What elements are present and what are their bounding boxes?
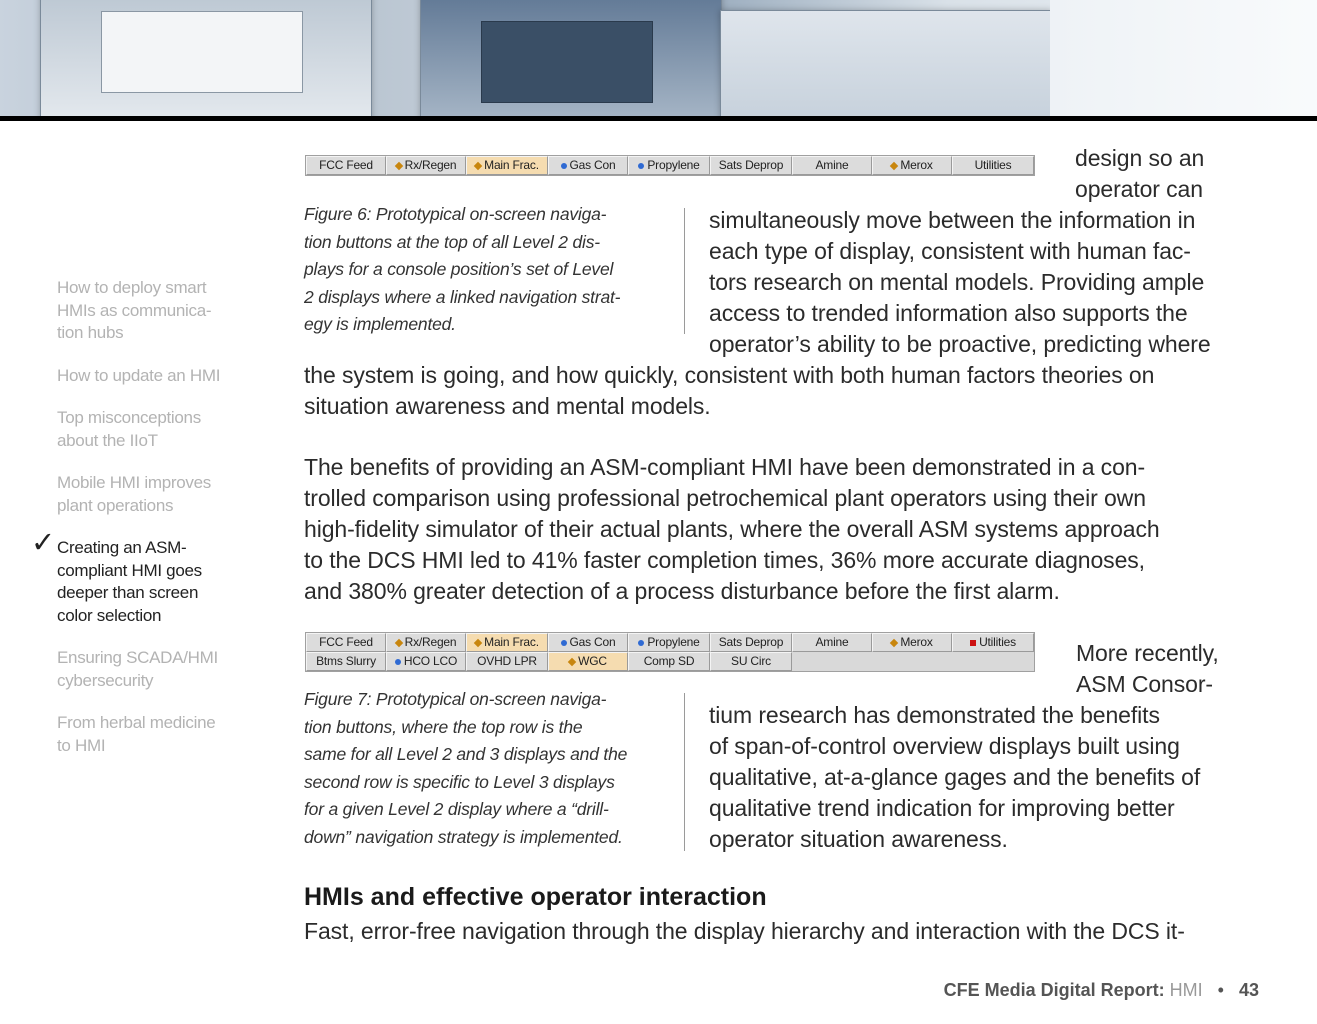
sidebar-item-line: tion hubs — [57, 323, 124, 342]
diamond-marker-icon — [890, 638, 898, 646]
sidebar-item-line: How to update an HMI — [57, 365, 221, 385]
circle-marker-icon — [638, 163, 644, 169]
fig6-btn-label: FCC Feed — [319, 158, 373, 172]
fig6-btn-label: Utilities — [974, 158, 1012, 172]
fig7-btn-label: Btms Slurry — [316, 654, 376, 668]
figure6-divider — [684, 208, 685, 334]
body-text-line: access to trended information also supports the — [709, 300, 1188, 326]
caption-line: egy is implemented. — [304, 314, 456, 335]
body-text-line: More recently, — [1076, 640, 1219, 666]
figure6-navigation-bar — [305, 155, 1035, 176]
body-text-line: Fast, error-free navigation through the display hierarchy and interaction with the DCS it- — [304, 918, 1185, 944]
section-heading: HMIs and effective operator interaction — [304, 883, 767, 911]
diamond-marker-icon — [394, 638, 402, 646]
body-text-line: each type of display, consistent with human fac- — [709, 238, 1191, 264]
sidebar-item-line: cybersecurity — [57, 670, 154, 690]
fig7-btn-comp-sd — [628, 652, 710, 671]
banner-screenshot-fade — [1050, 0, 1317, 116]
figure7-caption — [304, 686, 627, 852]
diamond-marker-icon — [394, 161, 402, 169]
figure6-caption — [304, 201, 620, 339]
fig7-btn-main-frac — [466, 633, 548, 652]
sidebar-item-line: Ensuring SCADA/HMI — [57, 648, 218, 667]
square-alarm-icon — [970, 640, 976, 646]
body-text-line: operator situation awareness. — [709, 826, 1008, 852]
sidebar-item-line: plant operations — [57, 495, 174, 515]
fig7-btn-label: Utilities — [979, 635, 1016, 649]
fig6-btn-label: Propylene — [647, 158, 700, 172]
sidebar-item-deploy-smart-hmis[interactable] — [57, 277, 237, 345]
fig7-btn-fcc-feed — [306, 633, 386, 652]
banner-display-area — [481, 21, 653, 103]
sidebar-item-line: Top misconceptions — [57, 408, 201, 427]
fig7-btn-label: Comp SD — [643, 654, 695, 668]
fig6-btn-fcc-feed — [306, 156, 386, 175]
figure7-row2 — [306, 652, 1034, 671]
fig6-btn-merox — [872, 156, 952, 175]
sidebar-item-line: From herbal medicine — [57, 713, 216, 732]
circle-marker-icon — [395, 659, 401, 665]
sidebar-item-mobile-hmi[interactable] — [57, 472, 237, 517]
fig6-btn-propylene — [628, 156, 710, 175]
fig7-btn-su-circ — [710, 652, 792, 671]
page-footer — [944, 980, 1259, 1001]
banner-screenshot-plot — [40, 0, 372, 116]
fig6-btn-label: Merox — [900, 158, 933, 172]
fig7-btn-gas-con — [548, 633, 628, 652]
sidebar-item-line: to HMI — [57, 735, 106, 755]
fig7-btn-rx-regen — [386, 633, 466, 652]
sidebar-item-update-hmi[interactable] — [57, 365, 237, 388]
sidebar-item-line: compliant HMI goes — [57, 560, 202, 580]
figure7-row1 — [306, 633, 1034, 652]
body-text-line: situation awareness and mental models. — [304, 393, 711, 419]
sidebar-item-line: deeper than screen — [57, 583, 199, 602]
body-text-line: trolled comparison using professional petrochemical plant operators using their own — [304, 485, 1146, 511]
fig6-btn-label: Main Frac. — [484, 158, 539, 172]
caption-line: down” navigation strategy is implemented. — [304, 826, 623, 847]
body-text-line: design so an — [1075, 145, 1205, 171]
fig6-btn-label: Sats Deprop — [718, 158, 784, 172]
diamond-marker-icon — [474, 161, 482, 169]
body-text-line: simultaneously move between the information in — [709, 207, 1196, 233]
circle-marker-icon — [638, 640, 644, 646]
caption-line: same for all Level 2 and 3 displays and the — [304, 744, 628, 765]
caption-line: Figure 6: Prototypical on-screen naviga- — [304, 204, 607, 224]
body-text-line: and 380% greater detection of a process disturbance before the first alarm. — [304, 578, 1060, 604]
fig6-btn-amine — [792, 156, 872, 175]
fig6-btn-gas-con — [548, 156, 628, 175]
body-text-line: high-fidelity simulator of their actual plants, where the overall ASM systems approach — [304, 516, 1160, 542]
fig6-btn-main-frac — [466, 156, 548, 175]
caption-line: 2 displays where a linked navigation strat- — [304, 286, 621, 307]
fig7-btn-propylene — [628, 633, 710, 652]
diamond-marker-icon — [890, 161, 898, 169]
fig6-btn-sats-deprop — [710, 156, 792, 175]
sidebar-item-scada-cybersecurity[interactable] — [57, 647, 237, 692]
page-number: 43 — [1238, 980, 1259, 1000]
article-sidebar-nav — [31, 277, 237, 777]
header-rule — [0, 116, 1317, 121]
body-text-line: tium research has demonstrated the benefits — [709, 702, 1160, 728]
fig7-row2-filler — [792, 652, 954, 671]
fig7-btn-label: Rx/Regen — [404, 635, 457, 649]
sidebar-item-iiot-misconceptions[interactable] — [57, 407, 237, 452]
body-text-line: to the DCS HMI led to 41% faster completion times, 36% more accurate diagnoses, — [304, 547, 1145, 573]
body-text-line: operator’s ability to be proactive, predicting where — [709, 331, 1211, 357]
fig6-btn-label: Rx/Regen — [404, 158, 457, 172]
sidebar-item-line: Creating an ASM- — [57, 538, 187, 557]
fig7-btn-sats-deprop — [710, 633, 792, 652]
footer-publication: CFE Media Digital Report: — [943, 980, 1165, 1000]
fig7-btn-label: Amine — [815, 635, 849, 649]
figure7-divider — [684, 693, 685, 851]
fig7-btn-hco-lco — [386, 652, 466, 671]
caption-line: plays for a console position’s set of Level — [304, 259, 614, 280]
body-text-line: operator can — [1075, 176, 1203, 202]
banner-plot-area — [101, 11, 303, 93]
fig7-btn-label: WGC — [578, 654, 607, 668]
sidebar-item-line: HMIs as communica- — [57, 300, 212, 320]
fig7-btn-merox — [872, 633, 952, 652]
fig7-btn-label: Propylene — [647, 635, 700, 649]
sidebar-item-line: Mobile HMI improves — [57, 473, 211, 492]
fig7-btn-label: HCO LCO — [403, 654, 458, 668]
fig7-btn-label: SU Circ — [731, 654, 771, 668]
diamond-marker-icon — [568, 657, 576, 665]
fig7-btn-label: Merox — [900, 635, 933, 649]
footer-separator: • — [1217, 980, 1224, 1000]
header-banner-image — [0, 0, 1317, 116]
sidebar-item-line: color selection — [57, 605, 162, 625]
footer-topic: HMI — [1169, 980, 1203, 1000]
diamond-marker-icon — [474, 638, 482, 646]
body-text-line: qualitative trend indication for improving better — [709, 795, 1175, 821]
fig7-btn-wgc — [548, 652, 628, 671]
fig6-btn-label: Gas Con — [569, 158, 616, 172]
caption-line: Figure 7: Prototypical on-screen naviga- — [304, 689, 607, 709]
body-text-line: tors research on mental models. Providing ample — [709, 269, 1205, 295]
fig6-btn-label: Amine — [815, 158, 849, 172]
circle-marker-icon — [561, 640, 567, 646]
banner-screenshot-window — [720, 10, 1052, 116]
body-text-line: of span-of-control overview displays built using — [709, 733, 1180, 759]
sidebar-item-herbal-medicine[interactable] — [57, 712, 237, 757]
fig7-btn-label: Main Frac. — [484, 635, 539, 649]
body-text-line: ASM Consor- — [1076, 671, 1213, 697]
figure7-navigation-bar — [305, 632, 1035, 672]
fig7-btn-label: Gas Con — [569, 635, 616, 649]
caption-line: for a given Level 2 display where a “drill- — [304, 799, 609, 820]
circle-marker-icon — [561, 163, 567, 169]
fig7-btn-ovhd-lpr — [466, 652, 548, 671]
caption-line: tion buttons at the top of all Level 2 dis- — [304, 231, 600, 252]
fig7-btn-btms-slurry — [306, 652, 386, 671]
fig6-btn-rx-regen — [386, 156, 466, 175]
fig6-btn-utilities — [952, 156, 1034, 175]
sidebar-item-line: about the IIoT — [57, 430, 158, 450]
caption-line: tion buttons, where the top row is the — [304, 716, 583, 737]
fig7-btn-label: Sats Deprop — [718, 635, 784, 649]
sidebar-item-line: How to deploy smart — [57, 278, 207, 297]
fig7-btn-utilities — [952, 633, 1034, 652]
body-text-line: the system is going, and how quickly, consistent with both human factors theories on — [304, 362, 1155, 388]
caption-line: second row is specific to Level 3 displays — [304, 771, 615, 792]
banner-screenshot-display — [420, 0, 722, 116]
body-text-line: qualitative, at-a-glance gages and the benefits of — [709, 764, 1201, 790]
body-text-line: The benefits of providing an ASM-compliant HMI have been demonstrated in a con- — [304, 454, 1146, 480]
fig7-btn-amine — [792, 633, 872, 652]
sidebar-item-asm-compliant-hmi[interactable] — [31, 525, 237, 627]
fig7-btn-label: OVHD LPR — [477, 654, 537, 668]
fig7-btn-label: FCC Feed — [319, 635, 373, 649]
checkmark-icon: ✓ — [31, 525, 55, 559]
